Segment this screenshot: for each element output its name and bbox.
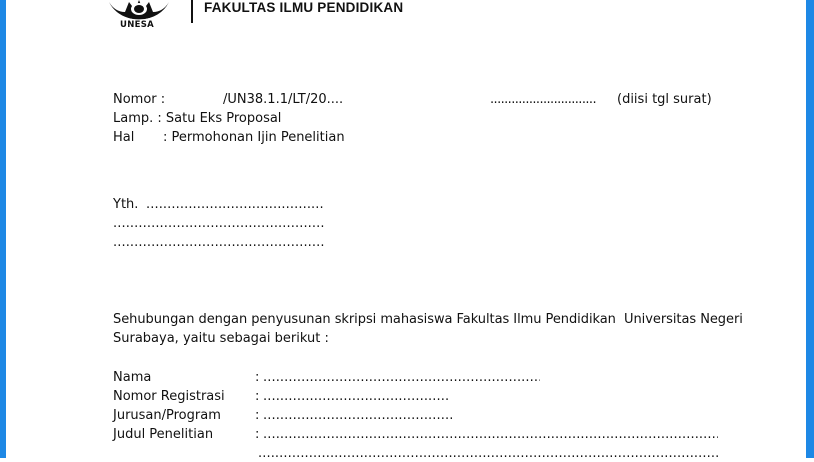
field-sep: :: [255, 370, 260, 385]
nomor-label: Nomor :: [113, 92, 166, 107]
field-sep: :: [255, 389, 260, 404]
body-line-2: Surabaya, yaitu sebagai berikut :: [113, 331, 329, 346]
nomor-value: /UN38.1.1/LT/20....: [223, 92, 344, 107]
date-note: (diisi tgl surat): [617, 92, 712, 107]
right-border: [806, 0, 814, 458]
field-label-nomor-registrasi: Nomor Registrasi: [113, 389, 225, 404]
hal-value: : Permohonan Ijin Penelitian: [163, 130, 345, 145]
field-label-nama: Nama: [113, 370, 152, 385]
recipient-line-3: [113, 235, 324, 251]
hal-label: Hal: [113, 130, 135, 145]
header-divider: [191, 0, 193, 23]
recipient-line-1: [146, 197, 324, 213]
field-dots-nomor-registrasi: [263, 389, 449, 405]
field-dots-judul-2: [258, 446, 718, 462]
date-dots: ..............................: [490, 92, 596, 107]
field-dots-judul: [263, 427, 718, 443]
field-label-jurusan: Jurusan/Program: [113, 408, 221, 423]
field-dots-jurusan: [263, 408, 453, 424]
yth-label: Yth.: [113, 197, 139, 212]
body-line-1: Sehubungan dengan penyusunan skripsi mahasiswa Fakultas Ilmu Pendidikan Universitas Negeri: [113, 312, 743, 327]
field-label-judul: Judul Penelitian: [113, 427, 214, 442]
left-border: [0, 0, 6, 458]
faculty-name: FAKULTAS ILMU PENDIDIKAN: [204, 0, 404, 15]
logo-text: UNESA: [120, 20, 155, 30]
field-sep: :: [255, 427, 260, 442]
recipient-line-2: [113, 216, 324, 232]
field-sep: :: [255, 408, 260, 423]
lamp-line: Lamp. : Satu Eks Proposal: [113, 111, 282, 126]
field-dots-nama: [263, 370, 540, 386]
